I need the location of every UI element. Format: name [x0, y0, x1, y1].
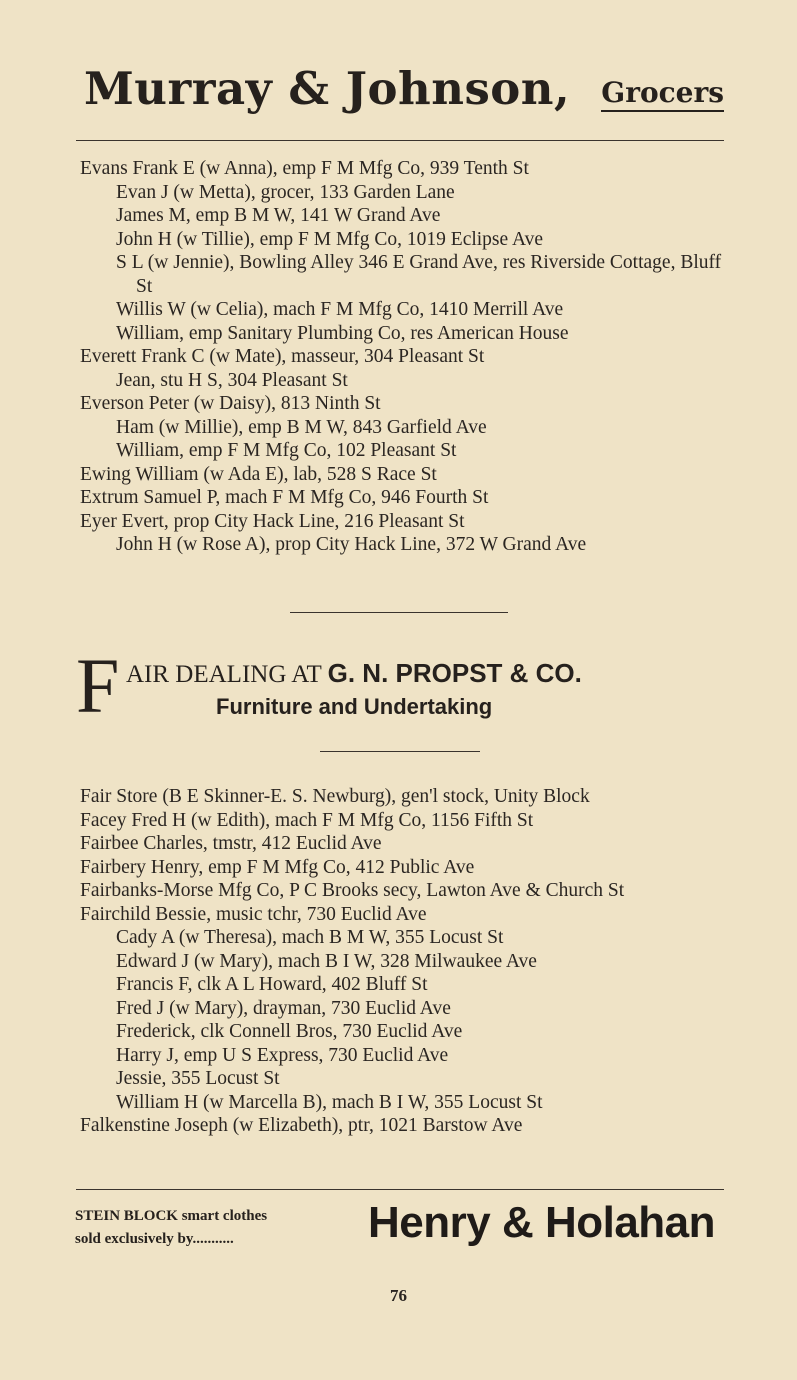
ad-firm-name: G. N. PROPST & CO. — [327, 658, 582, 688]
directory-entry: Fair Store (B E Skinner-E. S. Newburg), gen'l stock, Unity Block — [80, 786, 590, 807]
header-rule — [76, 140, 724, 141]
directory-entry: Ham (w Millie), emp B M W, 843 Garfield Ave — [116, 416, 487, 438]
directory-entry: Extrum Samuel P, mach F M Mfg Co, 946 Fourth St — [80, 487, 489, 508]
directory-entry: James M, emp B M W, 141 W Grand Ave — [116, 205, 441, 226]
directory-entry: John H (w Rose A), prop City Hack Line, 372 W Grand Ave — [116, 534, 587, 555]
directory-entry: Fairbery Henry, emp F M Mfg Co, 412 Public Ave — [80, 856, 475, 878]
directory-entry: Everson Peter (w Daisy), 813 Ninth St — [80, 393, 381, 414]
directory-entry: Fred J (w Mary), drayman, 730 Euclid Ave — [116, 997, 451, 1019]
header-trade: Grocers — [601, 76, 724, 112]
section-divider — [290, 612, 508, 613]
footer-rule — [76, 1189, 724, 1190]
directory-entry: William H (w Marcella B), mach B I W, 355 Locust St — [116, 1091, 543, 1113]
directory-entry: Everett Frank C (w Mate), masseur, 304 Pleasant St — [80, 346, 485, 367]
propst-advertisement — [74, 642, 734, 729]
directory-entry: John H (w Tillie), emp F M Mfg Co, 1019 Eclipse Ave — [116, 228, 544, 250]
directory-entry: William, emp Sanitary Plumbing Co, res American House — [116, 322, 569, 344]
section-divider — [320, 751, 480, 752]
drop-cap: F — [76, 642, 120, 729]
directory-entry: Eyer Evert, prop City Hack Line, 216 Pleasant St — [80, 510, 465, 532]
directory-entry: Fairbee Charles, tmstr, 412 Euclid Ave — [80, 833, 382, 854]
directory-entry: Evans Frank E (w Anna), emp F M Mfg Co, 939 Tenth St — [80, 158, 529, 179]
directory-entry: Evan J (w Metta), grocer, 133 Garden Lane — [116, 181, 455, 203]
directory-entry: Cady A (w Theresa), mach B M W, 355 Locust St — [116, 927, 504, 948]
ad-tagline: Furniture and Undertaking — [216, 694, 493, 719]
directory-entry: Fairchild Bessie, music tchr, 730 Euclid Ave — [80, 903, 427, 925]
footer-firm-name: Henry & Holahan — [368, 1198, 716, 1247]
directory-entry: S L (w Jennie), Bowling Alley 346 E Grand Ave, res Riverside Cottage, Bluff St — [116, 252, 722, 297]
header-firm-name: Murray & Johnson, — [84, 62, 571, 115]
directory-entry: Francis F, clk A L Howard, 402 Bluff St — [116, 974, 428, 995]
page-number: 76 — [390, 1286, 407, 1305]
ad-headline-text: AIR DEALING AT — [126, 661, 322, 688]
directory-entry: Frederick, clk Connell Bros, 730 Euclid Ave — [116, 1021, 463, 1042]
directory-entry: Edward J (w Mary), mach B I W, 328 Milwaukee Ave — [116, 950, 537, 972]
ad-headline — [126, 658, 582, 689]
footer-ad-line-1: STEIN BLOCK smart clothes — [75, 1208, 268, 1224]
footer-ad-line-2: sold exclusively by........... — [75, 1231, 234, 1247]
footer-ad-text — [75, 1205, 267, 1251]
listing-section-e — [80, 157, 730, 557]
directory-entry: Harry J, emp U S Express, 730 Euclid Ave — [116, 1044, 449, 1066]
directory-entry: Fairbanks-Morse Mfg Co, P C Brooks secy, Lawton Ave & Church St — [80, 880, 625, 901]
directory-entry: Jessie, 355 Locust St — [116, 1068, 280, 1089]
directory-entry: Willis W (w Celia), mach F M Mfg Co, 1410 Merrill Ave — [116, 299, 564, 320]
listing-section-f — [80, 785, 730, 1138]
directory-entry: Ewing William (w Ada E), lab, 528 S Race St — [80, 463, 437, 485]
directory-entry: Facey Fred H (w Edith), mach F M Mfg Co, 1156 Fifth St — [80, 809, 534, 831]
directory-entry: William, emp F M Mfg Co, 102 Pleasant St — [116, 440, 457, 461]
header-advertisement — [84, 62, 724, 122]
directory-entry: Jean, stu H S, 304 Pleasant St — [116, 369, 348, 391]
directory-entry: Falkenstine Joseph (w Elizabeth), ptr, 1021 Barstow Ave — [80, 1115, 523, 1136]
